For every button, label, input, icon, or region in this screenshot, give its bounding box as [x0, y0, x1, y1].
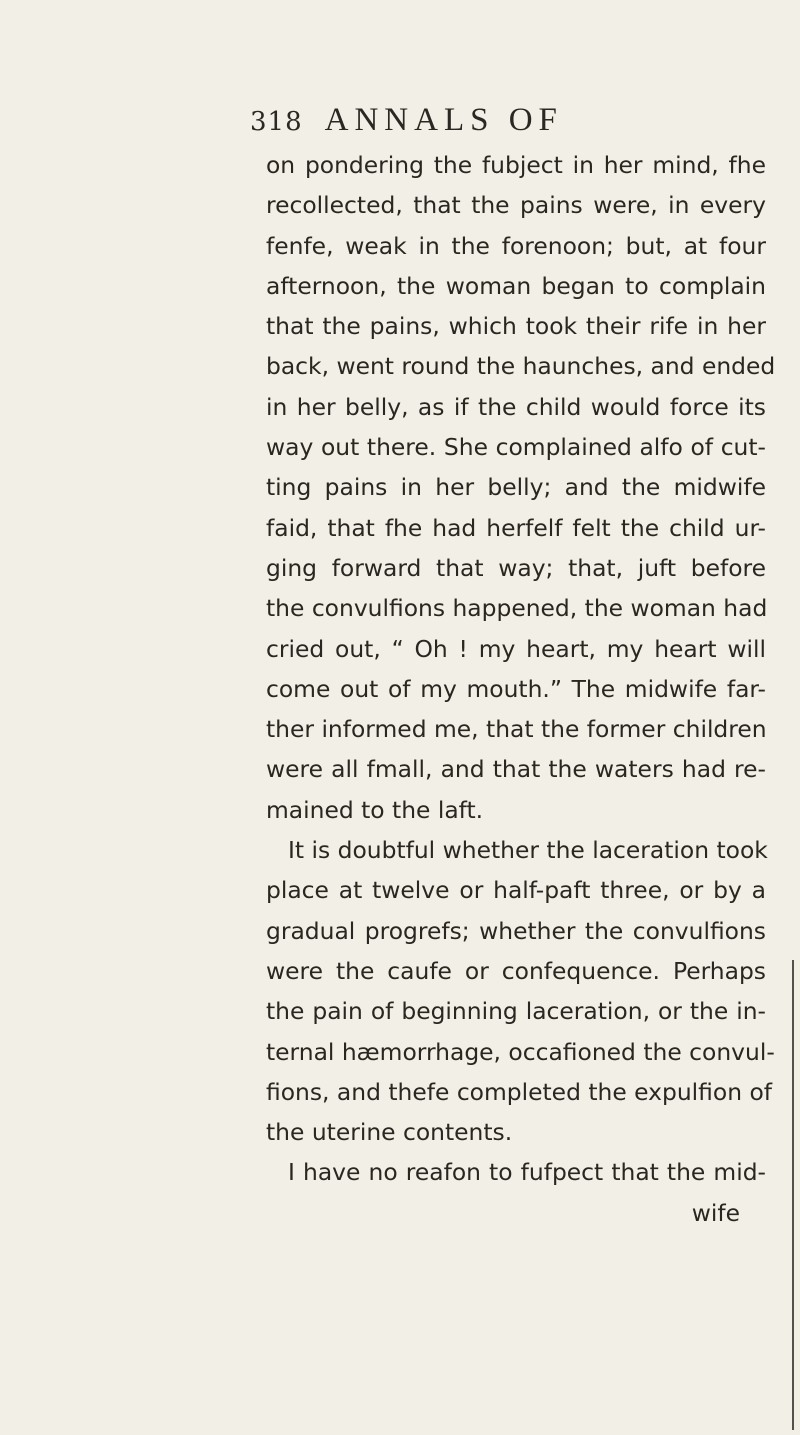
catchword: wife	[691, 1198, 740, 1227]
text-line: back, went round the haunches, and ended	[266, 352, 776, 381]
text-line: cried out, “ Oh ! my heart, my heart will	[266, 634, 766, 663]
text-line: fenfe, weak in the forenoon; but, at four	[266, 231, 766, 260]
text-line: gradual progrefs; whether the convulfions	[266, 916, 766, 945]
text-line: place at twelve or half-paft three, or by a	[266, 876, 766, 905]
text-line: way out there. She complained alfo of cut-	[266, 433, 766, 462]
text-line: were all fmall, and that the waters had re-	[266, 755, 766, 784]
text-line: fions, and thefe completed the expulfion of	[266, 1077, 773, 1106]
text-line: It is doubtful whether the laceration took	[288, 836, 768, 865]
text-line: ting pains in her belly; and the midwife	[266, 473, 766, 502]
body-text	[266, 145, 776, 1233]
running-head: ANNALS OF	[324, 102, 563, 138]
text-line: in her belly, as if the child would force its	[266, 392, 766, 421]
text-line: faid, that fhe had herfelf felt the child ur-	[266, 513, 766, 542]
page-edge-shadow	[792, 960, 794, 1430]
text-line: the pain of beginning laceration, or the in-	[266, 997, 766, 1026]
text-line: I have no reafon to fufpect that the mid-	[288, 1158, 766, 1187]
text-line: the convulfions happened, the woman had	[266, 594, 768, 623]
text-line: afternoon, the woman began to complain	[266, 271, 766, 300]
text-line: were the caufe or confequence. Perhaps	[266, 956, 766, 985]
text-line: that the pains, which took their rife in her	[266, 312, 766, 341]
text-line: on pondering the fubject in her mind, fhe	[266, 151, 766, 179]
text-line: mained to the laft.	[266, 795, 484, 824]
text-line: ternal hæmorrhage, occafioned the convul-	[266, 1037, 775, 1066]
text-line: recollected, that the pains were, in every	[266, 191, 766, 220]
text-line: the uterine contents.	[266, 1118, 513, 1147]
page-header	[250, 102, 563, 142]
text-line: ther informed me, that the former children	[266, 715, 767, 744]
text-line: come out of my mouth.” The midwife far-	[266, 674, 766, 703]
page-number: 318	[250, 107, 303, 137]
text-line: ging forward that way; that, juft before	[266, 553, 766, 582]
